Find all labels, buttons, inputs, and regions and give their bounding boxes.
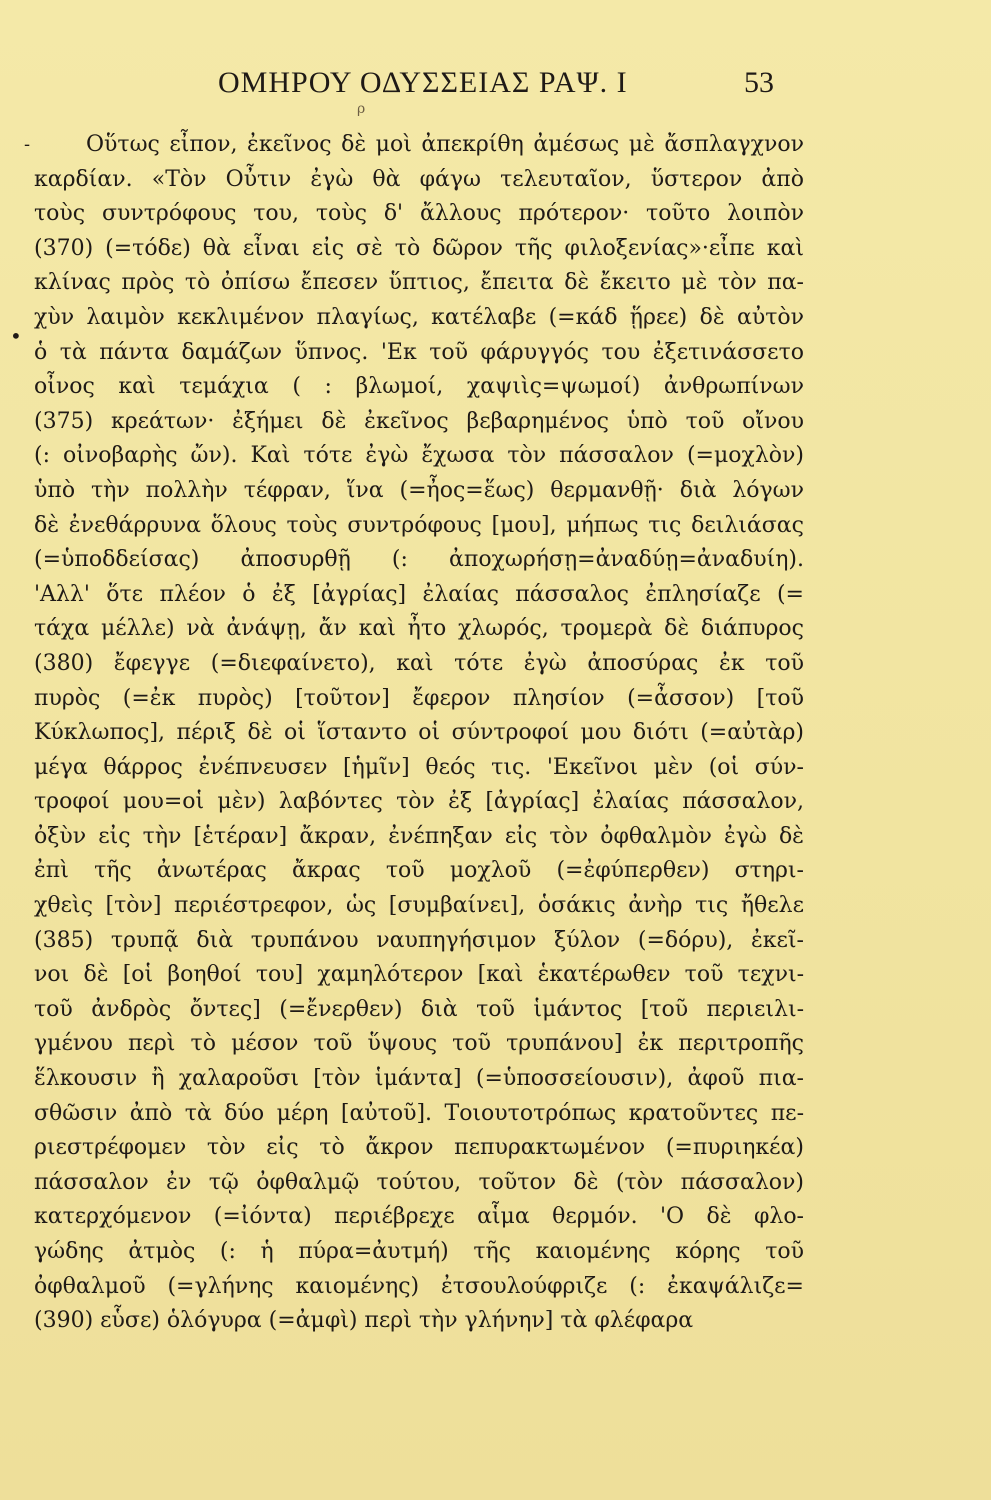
text-line: οἶνος καὶ τεμάχια ( : βλωμοί, χαψιὶς=ψωμοί) ἀνθρωπίνων bbox=[34, 374, 804, 400]
text-line: χθεὶς [τὸν] περιέστρεφον, ὡς [συμβαίνει], ὁσάκις ἀνὴρ τις ἤθελε bbox=[34, 893, 804, 919]
text-line: (385) τρυπᾷ διὰ τρυπάνου ναυπηγήσιμον ξύλον (=δόρυ), ἐκεῖ- bbox=[34, 927, 804, 953]
text-line: γμένου περὶ τὸ μέσον τοῦ ὕψους τοῦ τρυπάνου] ἐκ περιτροπῆς bbox=[34, 1031, 804, 1057]
text-line: (=ὑποδδείσας) ἀποσυρθῇ (: ἀποχωρήσῃ=ἀναδύῃ=ἀναδυίη). bbox=[34, 547, 804, 573]
text-line: χὺν λαιμὸν κεκλιμένον πλαγίως, κατέλαβε (=κάδ ᾕρεε) δὲ αὐτὸν bbox=[34, 304, 804, 330]
text-line: νοι δὲ [οἱ βοηθοί του] χαμηλότερον [καὶ ἑκατέρωθεν τοῦ τεχνι- bbox=[34, 962, 804, 988]
text-line: κατερχόμενον (=ἰόντα) περιέβρεχε αἷμα θερμόν. 'Ο δὲ φλο- bbox=[34, 1204, 804, 1230]
text-line: δὲ ἐνεθάρρυνα ὅλους τοὺς συντρόφους [μου], μήπως τις δειλιάσας bbox=[34, 512, 804, 538]
text-line: καρδίαν. «Τὸν Οὖτιν ἐγὼ θὰ φάγω τελευταῖον, ὕστερον ἀπὸ bbox=[34, 166, 804, 192]
text-line: (375) κρεάτων· ἐξήμει δὲ ἐκεῖνος βεβαρημένος ὑπὸ τοῦ οἴνου bbox=[34, 408, 804, 434]
text-line: (380) ἔφεγγε (=διεφαίνετο), καὶ τότε ἐγὼ ἀποσύρας ἐκ τοῦ bbox=[34, 650, 804, 676]
left-tick-mark: - bbox=[24, 134, 31, 155]
text-line: μέγα θάρρος ἐνέπνευσεν [ἡμῖν] θεός τις. 'Εκεῖνοι μὲν (οἱ σύν- bbox=[34, 754, 804, 780]
text-line: σθῶσιν ἀπὸ τὰ δύο μέρη [αὐτοῦ]. Τοιουτοτρόπως κρατοῦντες πε- bbox=[34, 1100, 804, 1126]
page-number: 53 bbox=[744, 66, 774, 99]
main-text bbox=[34, 128, 804, 1339]
left-margin-dot: • bbox=[10, 324, 22, 348]
text-line: πυρὸς (=ἐκ πυρὸς) [τοῦτον] ἔφερον πλησίον (=ἆσσον) [τοῦ bbox=[34, 685, 804, 711]
text-line: Οὕτως εἶπον, ἐκεῖνος δὲ μοὶ ἀπεκρίθη ἀμέσως μὲ ἄσπλαγχνον bbox=[86, 132, 804, 157]
text-line: 'Αλλ' ὅτε πλέον ὁ ἐξ [ἀγρίας] ἐλαίας πάσσαλος ἐπλησίαζε (= bbox=[34, 581, 804, 607]
text-line: (: οἰνοβαρὴς ὤν). Καὶ τότε ἐγὼ ἔχωσα τὸν πάσσαλον (=μοχλὸν) bbox=[34, 443, 804, 469]
text-line: ὀξὺν εἰς τὴν [ἑτέραν] ἄκραν, ἐνέπηξαν εἰς τὸν ὀφθαλμὸν ἐγὼ δὲ bbox=[34, 823, 804, 849]
text-line: τροφοί μου=οἱ μὲν) λαβόντες τὸν ἐξ [ἀγρίας] ἐλαίας πάσσαλον, bbox=[34, 789, 804, 815]
text-line: Κύκλωπος], πέριξ δὲ οἱ ἵσταντο οἱ σύντροφοί μου διότι (=αὐτὰρ) bbox=[34, 720, 804, 746]
text-line: ὑπὸ τὴν πολλὴν τέφραν, ἵνα (=ἦος=ἕως) θερμανθῇ· διὰ λόγων bbox=[34, 477, 804, 503]
text-line: τάχα μέλλε) νὰ ἀνάψῃ, ἄν καὶ ἦτο χλωρός, τρομερὰ δὲ διάπυρος bbox=[34, 616, 804, 642]
running-title: ΟΜΗΡΟΥ ΟΔΥΣΣΕΙΑΣ ΡΑΨ. Ι bbox=[218, 66, 628, 99]
small-printed-mark: ρ bbox=[357, 101, 366, 117]
text-line: ὀφθαλμοῦ (=γλήνης καιομένης) ἐτσουλούφριζε (: ἐκαψάλιζε= bbox=[34, 1273, 804, 1299]
text-line: γώδης ἀτμὸς (: ἡ πύρα=ἀυτμή) τῆς καιομένης κόρης τοῦ bbox=[34, 1239, 804, 1264]
text-line: (370) (=τόδε) θὰ εἶναι εἰς σὲ τὸ δῶρον τῆς φιλοξενίας»·εἶπε καὶ bbox=[34, 235, 804, 261]
page-header bbox=[0, 66, 991, 106]
text-line: ἕλκουσιν ἢ χαλαροῦσι [τὸν ἱμάντα] (=ὑποσσείουσιν), ἀφοῦ πια- bbox=[34, 1066, 804, 1092]
text-line: (390) εὗσε) ὁλόγυρα (=ἀμφὶ) περὶ τὴν γλήνην] τὰ φλέφαρα bbox=[34, 1308, 694, 1334]
text-line: ἐπὶ τῆς ἀνωτέρας ἄκρας τοῦ μοχλοῦ (=ἐφύπερθεν) στηρι- bbox=[34, 858, 804, 884]
text-line: τοῦ ἀνδρὸς ὄντες] (=ἔνερθεν) διὰ τοῦ ἱμάντος [τοῦ περιειλι- bbox=[34, 996, 804, 1022]
text-line: ὁ τὰ πάντα δαμάζων ὕπνος. 'Εκ τοῦ φάρυγγός του ἐξετινάσσετο bbox=[34, 339, 804, 365]
text-line: ριεστρέφομεν τὸν εἰς τὸ ἄκρον πεπυρακτωμένον (=πυριηκέα) bbox=[34, 1135, 804, 1161]
text-line: πάσσαλον ἐν τῷ ὀφθαλμῷ τούτου, τοῦτον δὲ (τὸν πάσσαλον) bbox=[34, 1169, 804, 1195]
text-line: τοὺς συντρόφους του, τοὺς δ' ἄλλους πρότερον· τοῦτο λοιπὸν bbox=[34, 201, 804, 227]
text-line: κλίνας πρὸς τὸ ὀπίσω ἔπεσεν ὕπτιος, ἔπειτα δὲ ἔκειτο μὲ τὸν πα- bbox=[34, 270, 804, 296]
